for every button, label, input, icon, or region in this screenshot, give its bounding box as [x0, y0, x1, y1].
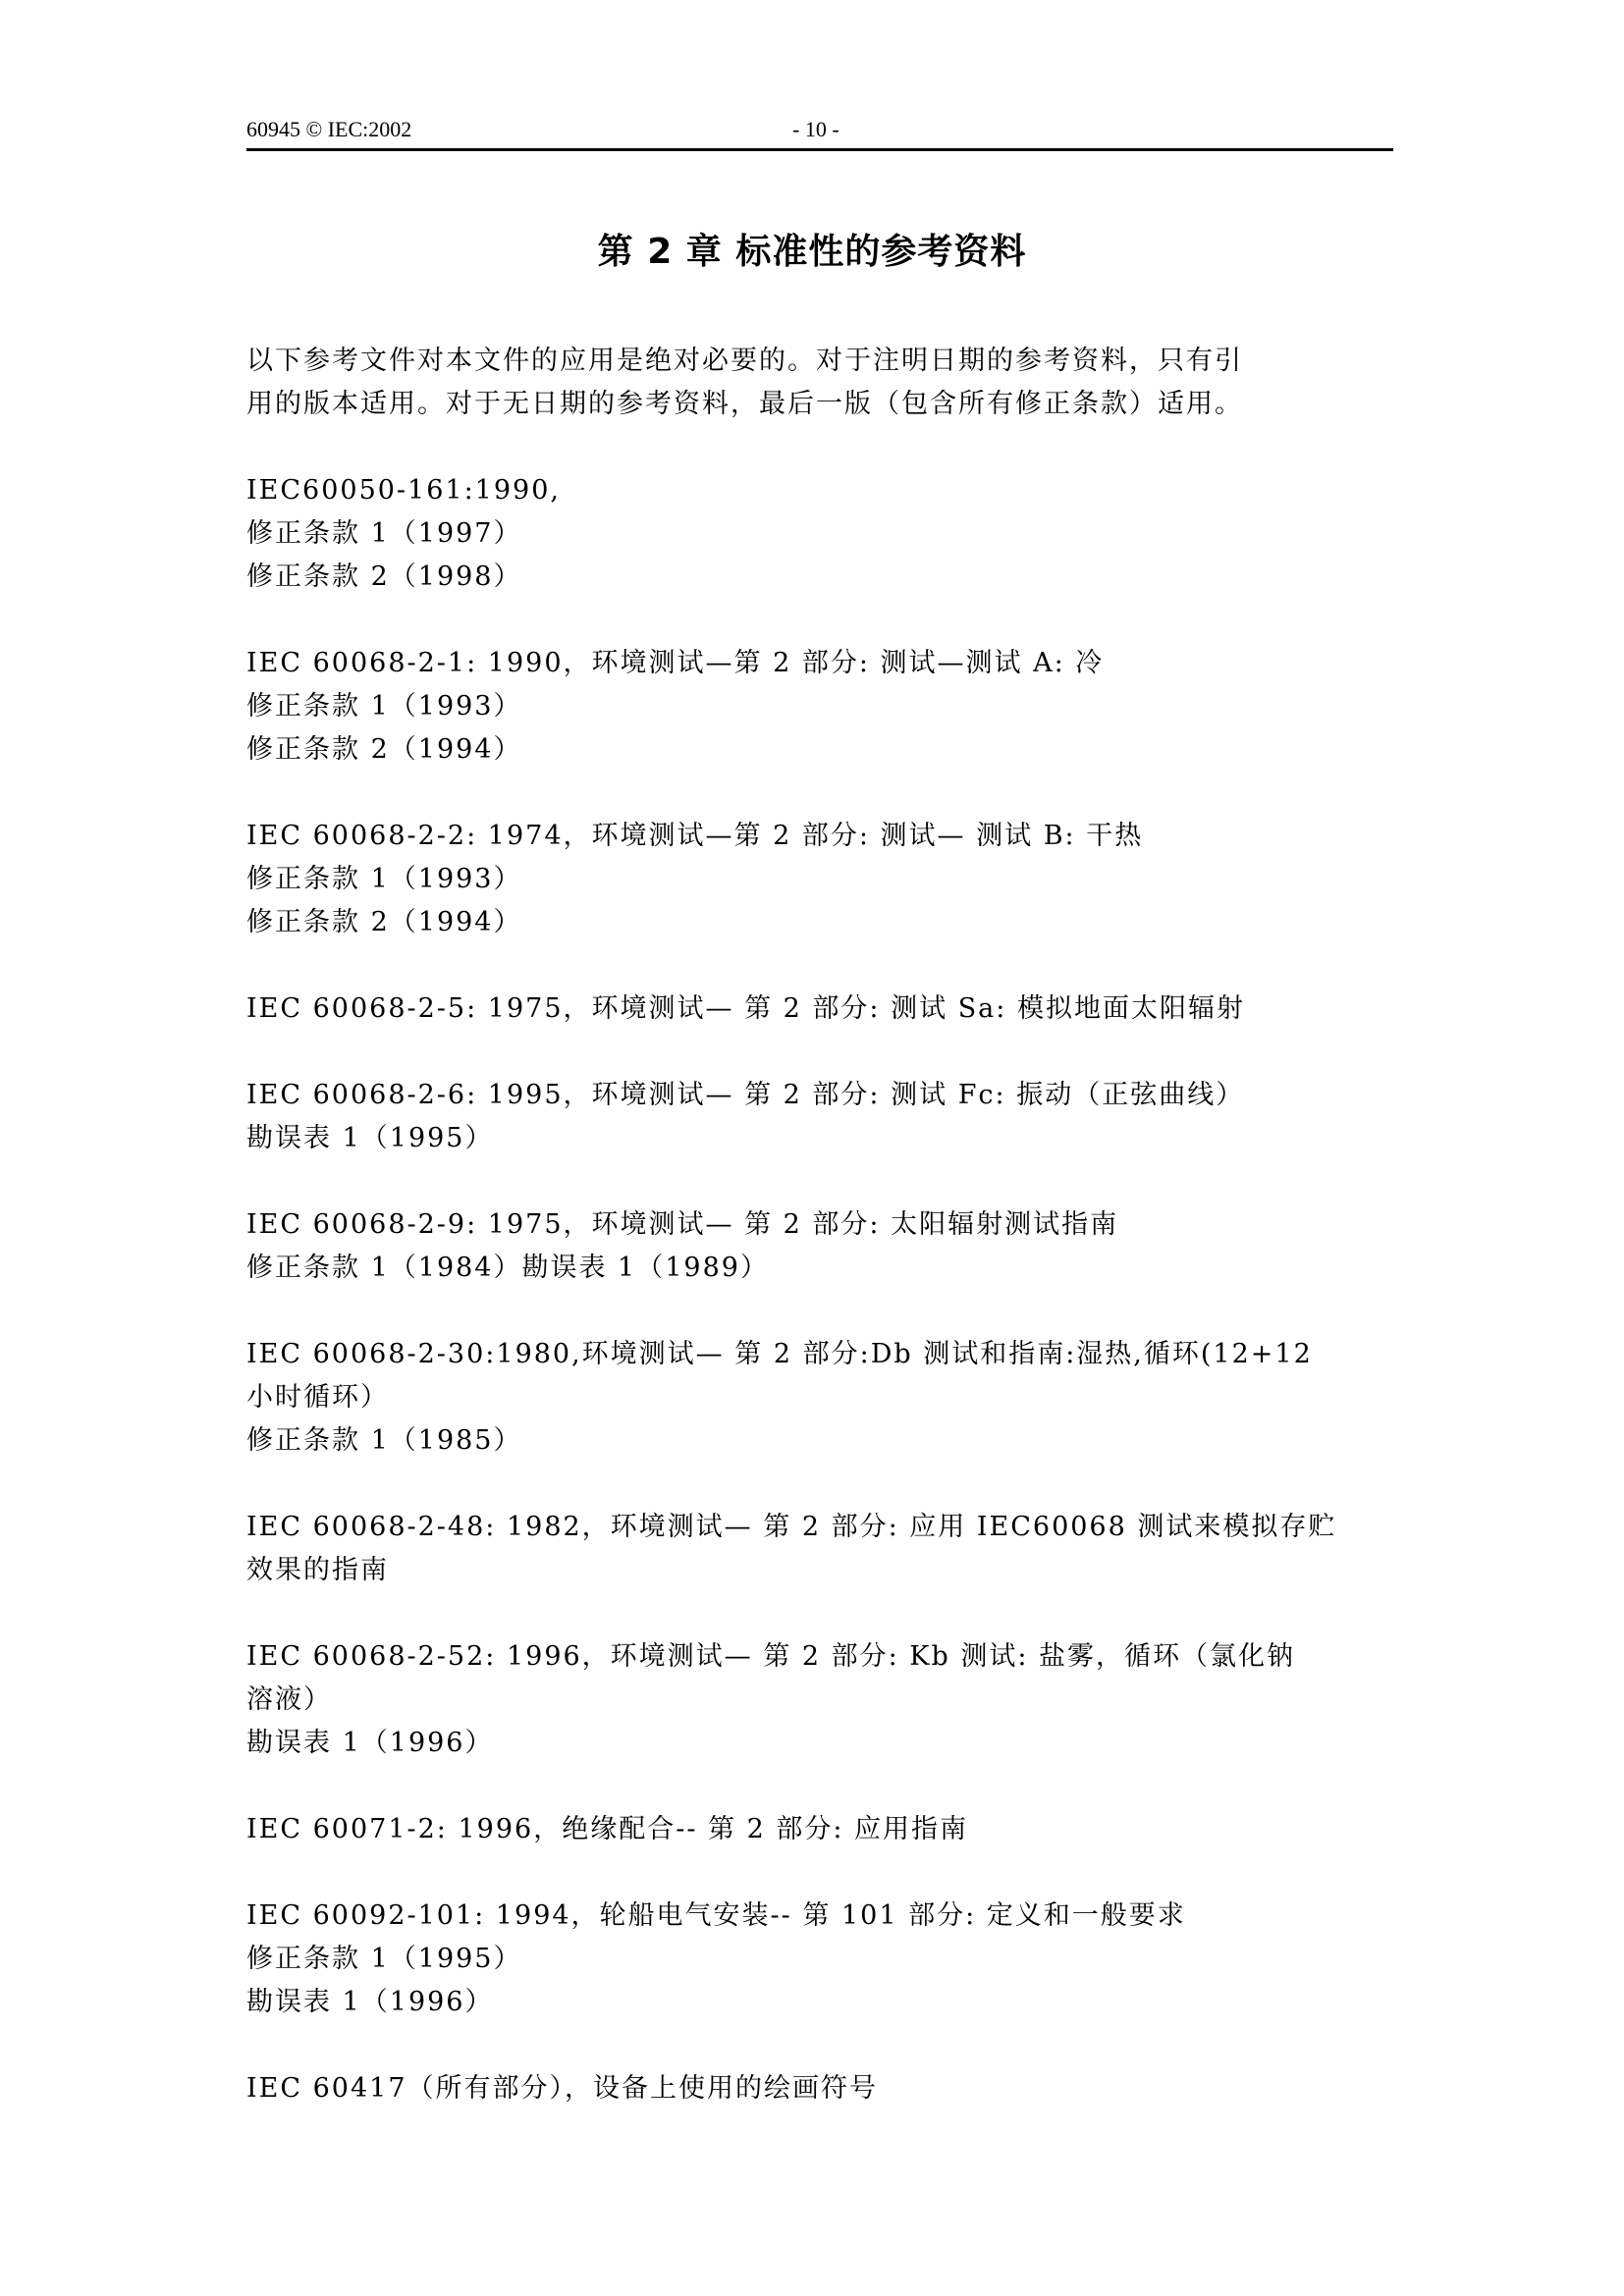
reference-line: IEC 60068-2-9: 1975，环境测试— 第 2 部分: 太阳辐射测试指南 — [246, 1209, 1119, 1240]
reference-entry — [246, 1635, 1393, 1765]
reference-entry — [246, 1074, 1393, 1160]
page-number: - 10 - — [792, 117, 839, 141]
reference-line: 修正条款 1（1993） — [246, 691, 522, 721]
reference-line: IEC 60068-2-48: 1982，环境测试— 第 2 部分: 应用 IEC60068 测试来模拟存贮 — [246, 1512, 1337, 1542]
reference-entry — [246, 815, 1393, 944]
reference-line: IEC 60068-2-6: 1995，环境测试— 第 2 部分: 测试 Fc: 振动（正弦曲线） — [246, 1080, 1245, 1110]
reference-line: 修正条款 2（1994） — [246, 734, 522, 765]
reference-line: 勘误表 1（1996） — [246, 1987, 494, 2017]
reference-line: 小时循环） — [246, 1382, 389, 1413]
reference-line: IEC 60068-2-2: 1974，环境测试—第 2 部分: 测试— 测试 B: 干热 — [246, 821, 1144, 851]
reference-line: 效果的指南 — [246, 1555, 389, 1585]
reference-entry — [246, 1203, 1393, 1290]
reference-entry — [246, 988, 1393, 1031]
reference-line: IEC 60068-2-52: 1996，环境测试— 第 2 部分: Kb 测试: 盐雾，循环（氯化钠 — [246, 1641, 1296, 1672]
reference-entry — [246, 642, 1393, 772]
reference-line: IEC 60068-2-5: 1975，环境测试— 第 2 部分: 测试 Sa: 模拟地面太阳辐射 — [246, 993, 1245, 1024]
reference-entry — [246, 2067, 1393, 2110]
reference-line: 修正条款 2（1994） — [246, 907, 522, 937]
intro-line: 以下参考文件对本文件的应用是绝对必要的。对于注明日期的参考资料，只有引 — [246, 346, 1243, 376]
reference-line: 修正条款 1（1993） — [246, 864, 522, 894]
reference-line: IEC60050-161:1990, — [246, 475, 561, 506]
reference-entry — [246, 1808, 1393, 1851]
document-body — [246, 340, 1393, 2110]
reference-line: 修正条款 1（1985） — [246, 1425, 522, 1456]
reference-entry — [246, 469, 1393, 599]
reference-line: 修正条款 2（1998） — [246, 561, 522, 592]
intro-line: 用的版本适用。对于无日期的参考资料，最后一版（包含所有修正条款）适用。 — [246, 389, 1243, 419]
reference-line: IEC 60417（所有部分），设备上使用的绘画符号 — [246, 2073, 879, 2104]
reference-line: 勘误表 1（1995） — [246, 1123, 494, 1153]
reference-entry — [246, 1506, 1393, 1592]
standard-number: 60945 © IEC:2002 — [246, 117, 412, 141]
reference-line: IEC 60068-2-30:1980,环境测试— 第 2 部分:Db 测试和指南:湿热,循环(12+12 — [246, 1339, 1313, 1369]
reference-line: 勘误表 1（1996） — [246, 1728, 494, 1758]
reference-line: 修正条款 1（1995） — [246, 1944, 522, 1974]
intro-paragraph — [246, 340, 1393, 426]
reference-line: IEC 60068-2-1: 1990，环境测试—第 2 部分: 测试—测试 A: 冷 — [246, 648, 1105, 678]
reference-entry — [246, 1333, 1393, 1463]
chapter-title: 第 2 章 标准性的参考资料 — [597, 232, 1027, 272]
reference-line: 修正条款 1（1997） — [246, 518, 522, 549]
page-header — [246, 115, 1393, 151]
reference-line: IEC 60092-101: 1994，轮船电气安装-- 第 101 部分: 定义和一般要求 — [246, 1900, 1186, 1931]
reference-entry — [246, 1895, 1393, 2024]
reference-line: IEC 60071-2: 1996，绝缘配合-- 第 2 部分: 应用指南 — [246, 1814, 969, 1844]
reference-line: 溶液） — [246, 1684, 332, 1715]
reference-line: 修正条款 1（1984）勘误表 1（1989） — [246, 1253, 769, 1283]
